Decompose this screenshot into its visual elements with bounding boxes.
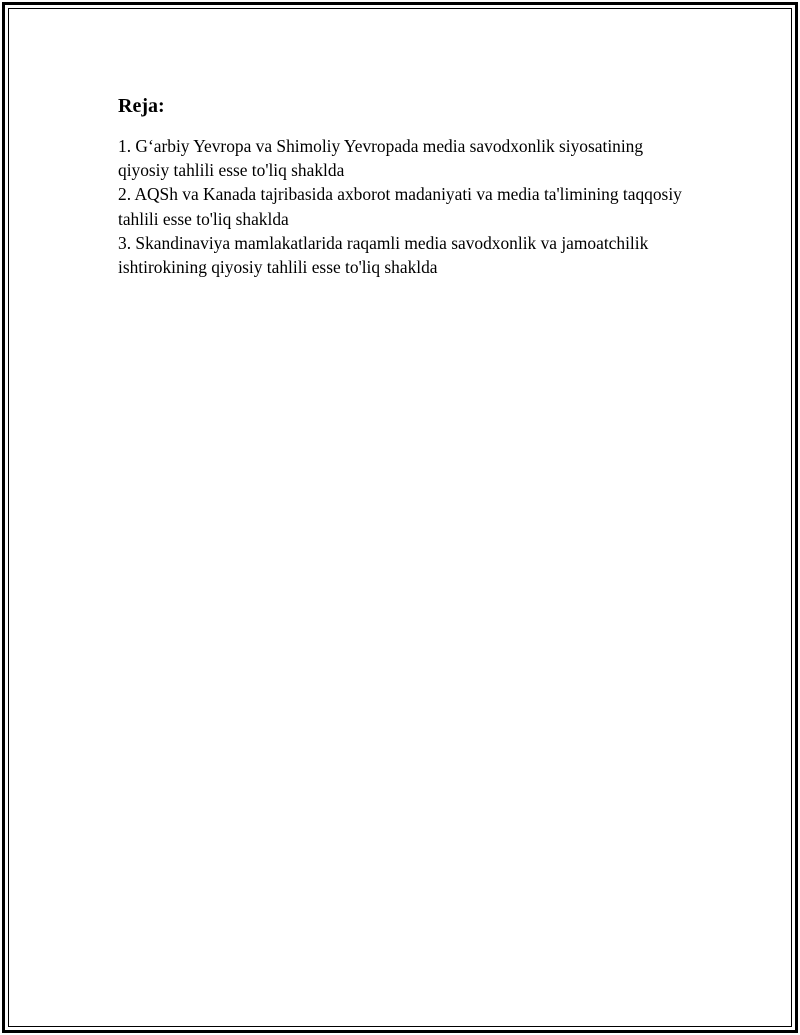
plan-item-text: G‘arbiy Yevropa va Shimoliy Yevropada media savodxonlik siyosatining qiyosiy tahlili esse to'liq shaklda (118, 136, 644, 181)
plan-item-text: Skandinaviya mamlakatlarida raqamli media savodxonlik va jamoatchilik ishtirokining qiyosiy tahlili esse to'liq shaklda (118, 232, 649, 278)
plan-item-number: 1. (118, 136, 132, 156)
plan-item-text: AQSh va Kanada tajribasida axborot madaniyati va media ta'limining taqqosiy tahlili esse to'liq shaklda (118, 184, 682, 229)
document-content (118, 94, 698, 279)
plan-item-2 (118, 182, 698, 230)
plan-list (118, 134, 698, 279)
plan-item-number: 3. (118, 232, 132, 253)
plan-heading: Reja: (118, 95, 165, 117)
plan-item-1 (118, 134, 698, 182)
plan-item-number: 2. (118, 184, 132, 205)
plan-item-3 (118, 231, 698, 279)
